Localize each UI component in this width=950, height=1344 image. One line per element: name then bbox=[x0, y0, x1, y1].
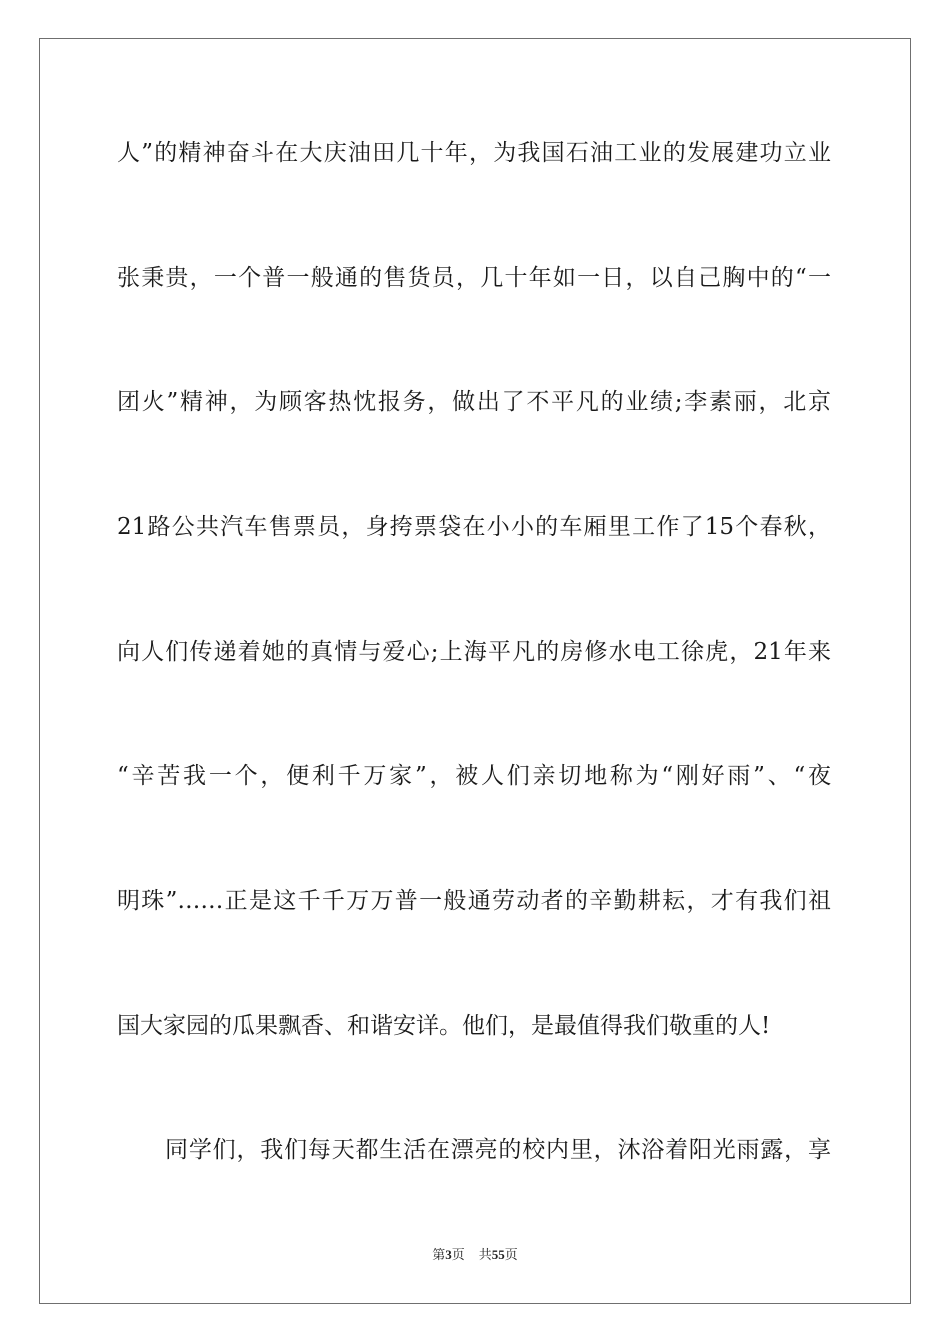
footer-page-prefix: 第 bbox=[432, 1247, 446, 1262]
text-line-1: 人”的精神奋斗在大庆油田几十年，为我国石油工业的发展建功立业 bbox=[117, 140, 831, 166]
footer-total-pages: 55 bbox=[491, 1247, 505, 1262]
text-line-3: 团火”精神，为顾客热忱报务，做出了不平凡的业绩;李素丽，北京 bbox=[117, 389, 831, 415]
footer-page-suffix: 页 bbox=[451, 1247, 465, 1262]
text-line-9-paragraph-start: 同学们，我们每天都生活在漂亮的校内里，沐浴着阳光雨露，享 bbox=[165, 1137, 831, 1163]
footer-total-suffix: 页 bbox=[504, 1247, 518, 1262]
text-line-5: 向人们传递着她的真情与爱心;上海平凡的房修水电工徐虎，21年来 bbox=[117, 639, 831, 665]
text-line-6: “辛苦我一个，便利千万家”，被人们亲切地称为“刚好雨”、“夜 bbox=[117, 763, 831, 789]
text-line-2: 张秉贵，一个普一般通的售货员，几十年如一日，以自己胸中的“一 bbox=[117, 265, 831, 291]
text-line-4: 21路公共汽车售票员，身挎票袋在小小的车厢里工作了15个春秋， bbox=[117, 514, 831, 540]
page-footer bbox=[0, 1245, 950, 1265]
page-frame bbox=[39, 38, 911, 1304]
footer-total-prefix: 共 bbox=[478, 1247, 492, 1262]
text-line-8: 国大家园的瓜果飘香、和谐安详。他们，是最值得我们敬重的人! bbox=[117, 1013, 771, 1039]
text-line-7: 明珠”……正是这千千万万普一般通劳动者的辛勤耕耘，才有我们祖 bbox=[117, 888, 831, 914]
footer-page-number: 3 bbox=[445, 1247, 452, 1262]
